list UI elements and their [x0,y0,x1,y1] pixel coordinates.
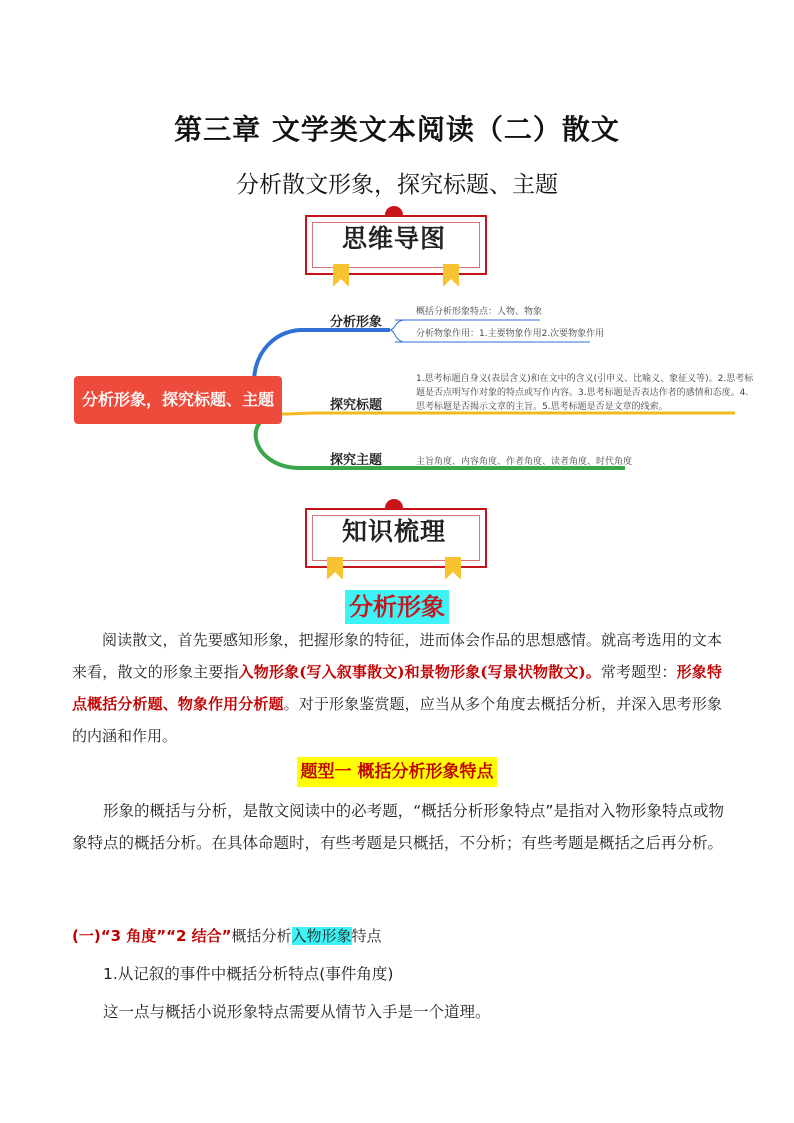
branch-explore-title: 探究标题 [330,398,383,413]
leaf-text: 思考标题是否揭示文章的主旨。5.思考标题是否是文章的线索。 [416,402,668,412]
body-paragraph: 形象的概括与分析，是散文阅读中的必考题，“概括分析形象特点”是指对入物形象特点或物象特点的概括分析。在具体命题时，有些考题是只概括，不分析；有些考题是概括之后再分析。 [72,802,724,852]
leaf-text: 题是否点明写作对象的特点或写作内容。3.思考标题是否表达作者的感情和态度。4. [416,388,749,398]
ribbon-icon [445,557,461,579]
leaf-text: 主旨角度、内容角度、作者角度、读者角度、时代角度 [416,457,633,467]
branch-explore-theme: 探究主题 [330,453,383,468]
page-subtitle: 分析散文形象，探究标题、主题 [236,172,558,198]
ribbon-icon [327,557,343,579]
banner-label: 思维导图 [341,224,446,253]
banner-label: 知识梳理 [341,517,446,546]
page-title: 第三章 文学类文本阅读（二）散文 [174,113,620,146]
banner-mindmap [305,206,487,290]
section-title: 分析形象 [0,590,794,624]
ribbon-icon [443,264,459,286]
ribbon-icon [333,264,349,286]
leaf-text: 分析物象作用：1.主要物象作用2.次要物象作用 [416,329,605,339]
point-heading: 1.从记叙的事件中概括分析特点(事件角度) [103,965,394,983]
type-title: 题型一 概括分析形象特点 [0,757,794,787]
mindmap-root: 分析形象，探究标题、主题 [74,376,282,424]
intro-paragraph: 阅读散文，首先要感知形象，把握形象的特征，进而体会作品的思想感情。就高考选用的文本来看，散文的形象主要指入物形象(写入叙事散文)和景物形象(写景状物散文)。常考题型：形象特点概括分析题、物象作用分析题。对于形象鉴赏题，应当从多个角度去概括分析，并深入思考形象的内涵和作用。 [72,631,722,745]
banner-knowledge [305,499,487,583]
point-note: 这一点与概括小说形象特点需要从情节入手是一个道理。 [103,1003,491,1021]
branch-analyze-image: 分析形象 [330,315,383,330]
leaf-text: 概括分析形象特点：人物、物象 [416,307,543,317]
subheading: (一)“3 角度”“2 结合”概括分析入物形象特点 [72,927,382,945]
leaf-text: 1.思考标题自身义(表层含义)和在文中的含义(引申义、比喻义、象征义等)。2.思考标 [416,374,754,384]
